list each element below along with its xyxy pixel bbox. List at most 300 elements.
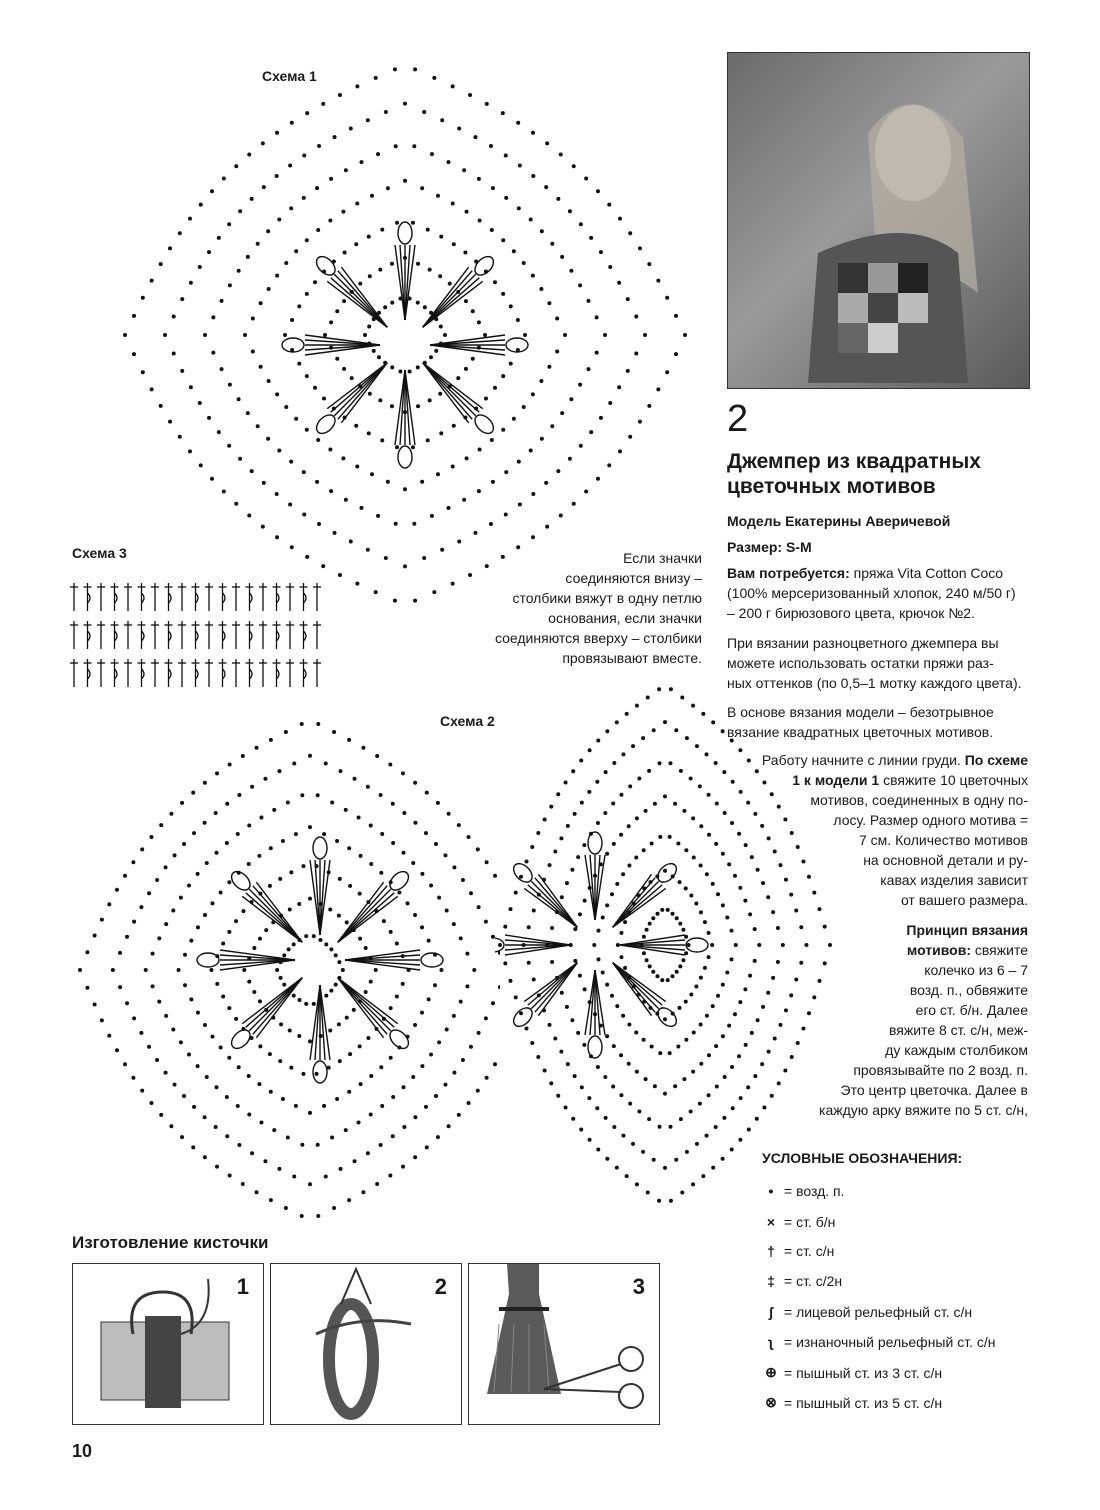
chain-stitch-dot bbox=[596, 189, 600, 193]
chain-stitch-dot bbox=[683, 333, 687, 337]
chain-stitch-dot bbox=[241, 1182, 245, 1186]
chain-stitch-dot bbox=[301, 864, 305, 868]
chain-stitch-dot bbox=[687, 943, 691, 947]
chain-stitch-dot bbox=[514, 995, 518, 999]
chain-stitch-dot bbox=[324, 942, 328, 946]
chain-stitch-dot bbox=[151, 952, 155, 956]
author: Модель Екатерины Аверичевой bbox=[727, 513, 951, 529]
chain-stitch-dot bbox=[324, 761, 328, 765]
chain-stitch-dot bbox=[445, 909, 449, 913]
chain-stitch-dot bbox=[560, 895, 564, 899]
chain-stitch-dot bbox=[596, 821, 600, 825]
chain-stitch-dot bbox=[420, 480, 424, 484]
chain-stitch-dot bbox=[579, 222, 583, 226]
chain-stitch-dot bbox=[663, 794, 667, 798]
chain-stitch-dot bbox=[484, 397, 488, 401]
chain-stitch-dot bbox=[147, 1045, 151, 1049]
chain-stitch-dot bbox=[592, 943, 596, 947]
chain-stitch-dot bbox=[316, 1143, 320, 1147]
chain-stitch-dot bbox=[171, 1027, 175, 1031]
petal-stitch bbox=[338, 978, 391, 1031]
chain-stitch-dot bbox=[569, 397, 573, 401]
chain-stitch-dot bbox=[501, 428, 505, 432]
chain-stitch-dot bbox=[660, 908, 664, 912]
chain-stitch-dot bbox=[691, 1182, 695, 1186]
chain-stitch-dot bbox=[344, 498, 348, 502]
petal-stitch bbox=[620, 935, 685, 945]
chain-stitch-dot bbox=[451, 201, 455, 205]
chain-stitch-dot bbox=[626, 297, 630, 301]
chain-stitch-dot bbox=[501, 374, 505, 378]
chain-stitch-dot bbox=[247, 513, 251, 517]
chain-stitch-dot bbox=[678, 964, 682, 968]
chain-stitch-dot bbox=[539, 287, 543, 291]
chain-stitch-dot bbox=[111, 968, 115, 972]
legend-item: ⊕ = пышный ст. из 3 ст. с/н bbox=[765, 1364, 943, 1381]
article-title: Джемпер из квадратных цветочных мотивов bbox=[727, 450, 981, 498]
paragraph-basis: В основе вязания модели – безотрывное вязание квадратных цветочных мотивов. bbox=[727, 704, 994, 740]
chain-stitch-dot bbox=[304, 1002, 308, 1006]
chain-stitch-dot bbox=[294, 1104, 298, 1108]
chain-stitch-dot bbox=[93, 934, 97, 938]
petal-stitch bbox=[305, 345, 380, 350]
chain-stitch-dot bbox=[282, 983, 286, 987]
chain-stitch-dot bbox=[211, 315, 215, 319]
chain-stitch-dot bbox=[290, 121, 294, 125]
chain-stitch-dot bbox=[267, 379, 271, 383]
chain-stitch-dot bbox=[607, 203, 611, 207]
chain-stitch-dot bbox=[531, 535, 535, 539]
chain-stitch-dot bbox=[612, 842, 616, 846]
chain-stitch-dot bbox=[437, 1040, 441, 1044]
chain-stitch-dot bbox=[531, 174, 535, 178]
chain-stitch-dot bbox=[290, 318, 294, 322]
chain-stitch-dot bbox=[543, 1068, 547, 1072]
chain-stitch-dot bbox=[288, 1028, 292, 1032]
chain-stitch-dot bbox=[721, 729, 725, 733]
petal-stitch bbox=[310, 985, 320, 1060]
chain-stitch-dot bbox=[220, 367, 224, 371]
chain-stitch-dot bbox=[189, 939, 193, 943]
puff-stitch bbox=[588, 832, 602, 854]
chain-stitch-dot bbox=[682, 1077, 686, 1081]
chain-stitch-dot bbox=[603, 333, 607, 337]
chain-stitch-dot bbox=[366, 548, 370, 552]
chain-stitch-dot bbox=[645, 928, 649, 932]
chain-stitch-dot bbox=[411, 861, 415, 865]
petal-stitch bbox=[538, 963, 577, 1016]
chain-stitch-dot bbox=[682, 809, 686, 813]
chain-stitch-dot bbox=[300, 793, 304, 797]
article-number: 2 bbox=[727, 398, 749, 440]
chain-stitch-dot bbox=[531, 131, 535, 135]
chain-stitch-dot bbox=[570, 1018, 574, 1022]
chain-stitch-dot bbox=[738, 1138, 742, 1142]
chain-stitch-dot bbox=[559, 1050, 563, 1054]
chain-stitch-dot bbox=[328, 219, 332, 223]
chain-stitch-dot bbox=[234, 164, 238, 168]
chain-stitch-dot bbox=[370, 472, 374, 476]
chain-stitch-dot bbox=[595, 1106, 599, 1110]
chain-stitch-dot bbox=[725, 915, 729, 919]
chain-stitch-dot bbox=[689, 1110, 693, 1114]
chain-stitch-dot bbox=[572, 164, 576, 168]
chain-stitch-dot bbox=[266, 437, 270, 441]
chain-stitch-dot bbox=[227, 444, 231, 448]
chain-stitch-dot bbox=[684, 1038, 688, 1042]
chain-stitch-dot bbox=[372, 349, 376, 353]
chain-stitch-dot bbox=[516, 318, 520, 322]
chain-stitch-dot bbox=[462, 168, 466, 172]
petal-stitch bbox=[246, 893, 303, 942]
chain-stitch-dot bbox=[637, 1110, 641, 1114]
chain-stitch-dot bbox=[380, 832, 384, 836]
chain-stitch-dot bbox=[301, 1072, 305, 1076]
chain-stitch-dot bbox=[238, 209, 242, 213]
chain-stitch-dot bbox=[397, 890, 401, 894]
chain-stitch-dot bbox=[579, 1128, 583, 1132]
petal-stitch bbox=[405, 245, 415, 320]
chain-stitch-dot bbox=[653, 1084, 657, 1088]
chain-stitch-dot bbox=[268, 1052, 272, 1056]
chain-stitch-dot bbox=[403, 487, 407, 491]
petal-stitch bbox=[334, 363, 387, 416]
chain-stitch-dot bbox=[401, 982, 405, 986]
chain-stitch-dot bbox=[281, 1097, 285, 1101]
chain-stitch-dot bbox=[463, 250, 467, 254]
chain-stitch-dot bbox=[308, 1111, 312, 1115]
petal-stitch bbox=[338, 363, 387, 420]
chain-stitch-dot bbox=[443, 333, 447, 337]
chain-stitch-dot bbox=[164, 865, 168, 869]
chain-stitch-dot bbox=[335, 309, 339, 313]
chain-stitch-dot bbox=[676, 1045, 680, 1049]
tassel-step-2-illustration bbox=[271, 1264, 461, 1424]
chain-stitch-dot bbox=[452, 865, 456, 869]
chain-stitch-dot bbox=[540, 437, 544, 441]
chain-stitch-dot bbox=[485, 1076, 489, 1080]
chain-stitch-dot bbox=[347, 846, 351, 850]
chain-stitch-dot bbox=[401, 1085, 405, 1089]
chain-stitch-dot bbox=[379, 793, 383, 797]
legend-title: УСЛОВНЫЕ ОБОЗНАЧЕНИЯ: bbox=[762, 1150, 963, 1166]
chain-stitch-dot bbox=[169, 1124, 173, 1128]
chain-stitch-dot bbox=[288, 908, 292, 912]
chain-stitch-dot bbox=[548, 1023, 552, 1027]
chain-stitch-dot bbox=[183, 983, 187, 987]
chain-stitch-dot bbox=[159, 1113, 163, 1117]
puff-stitch bbox=[313, 837, 327, 859]
chain-stitch-dot bbox=[313, 280, 317, 284]
chain-stitch-dot bbox=[359, 1082, 363, 1086]
legend-item: • = возд. п. bbox=[768, 1183, 845, 1199]
chain-stitch-dot bbox=[705, 1134, 709, 1138]
chain-stitch-dot bbox=[243, 333, 247, 337]
chain-stitch-dot bbox=[228, 383, 232, 387]
chain-stitch-dot bbox=[578, 912, 582, 916]
petal-stitch bbox=[620, 945, 685, 955]
chain-stitch-dot bbox=[595, 315, 599, 319]
chain-stitch-dot bbox=[699, 824, 703, 828]
chain-stitch-dot bbox=[205, 1075, 209, 1079]
chain-stitch-dot bbox=[642, 848, 646, 852]
chain-stitch-dot bbox=[461, 1058, 465, 1062]
chain-stitch-dot bbox=[721, 1157, 725, 1161]
chain-stitch-dot bbox=[465, 210, 469, 214]
chain-stitch-dot bbox=[457, 127, 461, 131]
chain-stitch-dot bbox=[615, 1166, 619, 1170]
chain-stitch-dot bbox=[237, 269, 241, 273]
model-photo-illustration bbox=[728, 53, 1029, 388]
chain-stitch-dot bbox=[619, 1053, 623, 1057]
paragraph-principle: Принцип вязания мотивов: свяжите колечко из 6 – 7 возд. п., обвяжите его ст. б/н. Далее вяжите 8 ст. с/н, меж- ду каждым столбиком провязывайте по 2 возд. п. Это центр цветочка. Далее в каждую арку вяжите по 5 ст. с/н, bbox=[819, 922, 1028, 1118]
chain-stitch-dot bbox=[583, 987, 587, 991]
chain-stitch-dot bbox=[616, 943, 620, 947]
chain-stitch-dot bbox=[566, 824, 570, 828]
chain-stitch-dot bbox=[647, 1117, 651, 1121]
chain-stitch-dot bbox=[436, 1135, 440, 1139]
chain-stitch-dot bbox=[509, 304, 513, 308]
chain-stitch-dot bbox=[250, 469, 254, 473]
chain-stitch-dot bbox=[358, 892, 362, 896]
chain-stitch-dot bbox=[642, 951, 646, 955]
chain-stitch-dot bbox=[227, 222, 231, 226]
chain-stitch-dot bbox=[366, 118, 370, 122]
chain-stitch-dot bbox=[647, 262, 651, 266]
chain-stitch-dot bbox=[560, 991, 564, 995]
chain-stitch-dot bbox=[180, 297, 184, 301]
chain-stitch-dot bbox=[560, 411, 564, 415]
legend-item: † = ст. с/н bbox=[767, 1243, 835, 1259]
chain-stitch-dot bbox=[668, 1125, 672, 1129]
chain-stitch-dot bbox=[269, 1198, 273, 1202]
chain-stitch-dot bbox=[359, 506, 363, 510]
chain-stitch-dot bbox=[347, 1090, 351, 1094]
chain-stitch-dot bbox=[341, 968, 345, 972]
chain-stitch-dot bbox=[367, 431, 371, 435]
chain-stitch-dot bbox=[646, 695, 650, 699]
tassel-step-1-illustration bbox=[73, 1264, 263, 1424]
chain-stitch-dot bbox=[359, 854, 363, 858]
chain-stitch-dot bbox=[658, 761, 662, 765]
chain-stitch-dot bbox=[631, 744, 635, 748]
chain-stitch-dot bbox=[512, 417, 516, 421]
chain-stitch-dot bbox=[210, 1035, 214, 1039]
chain-stitch-dot bbox=[361, 746, 365, 750]
chain-stitch-dot bbox=[290, 545, 294, 549]
chain-stitch-dot bbox=[164, 1071, 168, 1075]
petal-stitch bbox=[613, 878, 655, 927]
chain-stitch-dot bbox=[689, 776, 693, 780]
chain-stitch-dot bbox=[559, 153, 563, 157]
chain-stitch-dot bbox=[605, 903, 609, 907]
chain-stitch-dot bbox=[368, 274, 372, 278]
chain-stitch-dot bbox=[411, 1075, 415, 1079]
chain-stitch-dot bbox=[605, 1157, 609, 1161]
chain-stitch-dot bbox=[403, 102, 407, 106]
chain-stitch-dot bbox=[302, 196, 306, 200]
chain-stitch-dot bbox=[612, 1125, 616, 1129]
petal-stitch bbox=[538, 874, 577, 927]
chain-stitch-dot bbox=[380, 1104, 384, 1108]
chain-stitch-dot bbox=[210, 189, 214, 193]
chain-stitch-dot bbox=[275, 274, 279, 278]
chain-stitch-dot bbox=[669, 1199, 673, 1203]
chain-stitch-dot bbox=[322, 832, 326, 836]
chain-stitch-dot bbox=[596, 739, 600, 743]
chain-stitch-dot bbox=[568, 457, 572, 461]
chain-stitch-dot bbox=[157, 936, 161, 940]
chain-stitch-dot bbox=[588, 1138, 592, 1142]
chain-stitch-dot bbox=[294, 832, 298, 836]
chain-stitch-dot bbox=[182, 1094, 186, 1098]
chain-stitch-dot bbox=[179, 1040, 183, 1044]
legend-item: ʃ = лицевой рельефный ст. с/н bbox=[768, 1304, 973, 1320]
chain-stitch-dot bbox=[272, 1128, 276, 1132]
chain-stitch-dot bbox=[259, 365, 263, 369]
chain-stitch-dot bbox=[476, 1089, 480, 1093]
chain-stitch-dot bbox=[335, 357, 339, 361]
chain-stitch-dot bbox=[540, 229, 544, 233]
chain-stitch-dot bbox=[123, 333, 127, 337]
chain-stitch-dot bbox=[560, 255, 564, 259]
chain-stitch-dot bbox=[364, 946, 368, 950]
chain-stitch-dot bbox=[391, 1134, 395, 1138]
chain-stitch-dot bbox=[363, 333, 367, 337]
chain-stitch-dot bbox=[428, 268, 432, 272]
legend-item: ⊗ = пышный ст. из 5 ст. с/н bbox=[765, 1394, 943, 1411]
chain-stitch-dot bbox=[225, 841, 229, 845]
chain-stitch-dot bbox=[610, 892, 614, 896]
chain-stitch-dot bbox=[525, 860, 529, 864]
chain-stitch-dot bbox=[675, 970, 679, 974]
chain-stitch-dot bbox=[258, 1044, 262, 1048]
chain-stitch-dot bbox=[374, 968, 378, 972]
chain-stitch-dot bbox=[337, 1022, 341, 1026]
chain-stitch-dot bbox=[355, 465, 359, 469]
petal-stitch bbox=[345, 960, 420, 965]
chain-stitch-dot bbox=[333, 135, 337, 139]
chain-stitch-dot bbox=[196, 872, 200, 876]
chain-stitch-dot bbox=[548, 863, 552, 867]
chain-stitch-dot bbox=[476, 847, 480, 851]
chain-stitch-dot bbox=[330, 801, 334, 805]
chain-stitch-dot bbox=[297, 362, 301, 366]
chain-stitch-dot bbox=[503, 925, 507, 929]
chain-stitch-dot bbox=[413, 781, 417, 785]
chain-stitch-dot bbox=[619, 931, 623, 935]
chain-stitch-dot bbox=[443, 853, 447, 857]
chain-stitch-dot bbox=[517, 460, 521, 464]
chain-stitch-dot bbox=[580, 1085, 584, 1089]
petal-stitch bbox=[405, 370, 415, 445]
chain-stitch-dot bbox=[698, 784, 702, 788]
chain-stitch-dot bbox=[234, 1017, 238, 1021]
chain-stitch-dot bbox=[587, 1096, 591, 1100]
chain-stitch-dot bbox=[556, 792, 560, 796]
petal-stitch bbox=[345, 960, 420, 970]
chain-stitch-dot bbox=[748, 912, 752, 916]
chain-stitch-dot bbox=[395, 942, 399, 946]
chain-stitch-dot bbox=[627, 824, 631, 828]
chain-stitch-dot bbox=[426, 228, 430, 232]
chain-stitch-dot bbox=[530, 1041, 534, 1045]
chain-stitch-dot bbox=[386, 186, 390, 190]
petal-stitch bbox=[613, 963, 659, 1009]
chain-stitch-dot bbox=[569, 269, 573, 273]
chain-stitch-dot bbox=[172, 315, 176, 319]
chain-stitch-dot bbox=[389, 1056, 393, 1060]
chain-stitch-dot bbox=[601, 915, 605, 919]
chain-stitch-dot bbox=[628, 1102, 632, 1106]
petal-stitch bbox=[505, 940, 570, 945]
chain-stitch-dot bbox=[703, 966, 707, 970]
chain-stitch-dot bbox=[621, 1134, 625, 1138]
chain-stitch-dot bbox=[141, 296, 145, 300]
chain-stitch-dot bbox=[345, 920, 349, 924]
chain-stitch-dot bbox=[256, 242, 260, 246]
petal-stitch bbox=[613, 885, 662, 927]
chain-stitch-dot bbox=[626, 369, 630, 373]
chain-stitch-dot bbox=[217, 236, 221, 240]
chain-stitch-dot bbox=[612, 761, 616, 765]
chain-stitch-dot bbox=[163, 333, 167, 337]
chain-stitch-dot bbox=[512, 249, 516, 253]
chain-stitch-dot bbox=[691, 1070, 695, 1074]
petal-stitch bbox=[320, 860, 330, 935]
chain-stitch-dot bbox=[159, 823, 163, 827]
chain-stitch-dot bbox=[491, 480, 495, 484]
chain-stitch-dot bbox=[451, 84, 455, 88]
chain-stitch-dot bbox=[335, 1097, 339, 1101]
chain-stitch-dot bbox=[337, 914, 341, 918]
size: Размер: S-M bbox=[727, 539, 812, 555]
chain-stitch-dot bbox=[493, 386, 497, 390]
chain-stitch-dot bbox=[438, 274, 442, 278]
petal-stitch bbox=[505, 945, 570, 950]
chain-stitch-dot bbox=[673, 802, 677, 806]
chain-stitch-dot bbox=[203, 333, 207, 337]
chain-stitch-dot bbox=[644, 809, 648, 813]
chain-stitch-dot bbox=[638, 420, 642, 424]
chain-stitch-dot bbox=[207, 416, 211, 420]
chain-stitch-dot bbox=[617, 281, 621, 285]
chain-stitch-dot bbox=[289, 460, 293, 464]
chain-stitch-dot bbox=[666, 908, 670, 912]
chain-stitch-dot bbox=[669, 687, 673, 691]
chain-stitch-dot bbox=[321, 564, 325, 568]
chain-stitch-dot bbox=[214, 1125, 218, 1129]
chain-stitch-dot bbox=[519, 1011, 523, 1015]
chain-stitch-dot bbox=[564, 780, 568, 784]
chain-stitch-dot bbox=[648, 922, 652, 926]
chain-stitch-dot bbox=[140, 1089, 144, 1093]
chain-stitch-dot bbox=[509, 362, 513, 366]
chain-stitch-dot bbox=[608, 401, 612, 405]
chain-stitch-dot bbox=[279, 976, 283, 980]
chain-stitch-dot bbox=[354, 424, 358, 428]
chain-stitch-dot bbox=[178, 435, 182, 439]
chain-stitch-dot bbox=[685, 1150, 689, 1154]
chain-stitch-dot bbox=[78, 968, 82, 972]
chain-stitch-dot bbox=[389, 930, 393, 934]
chain-stitch-dot bbox=[483, 333, 487, 337]
chain-stitch-dot bbox=[571, 769, 575, 773]
chain-stitch-dot bbox=[354, 242, 358, 246]
chain-stitch-dot bbox=[341, 210, 345, 214]
chain-stitch-dot bbox=[549, 1081, 553, 1085]
chain-stitch-dot bbox=[623, 920, 627, 924]
